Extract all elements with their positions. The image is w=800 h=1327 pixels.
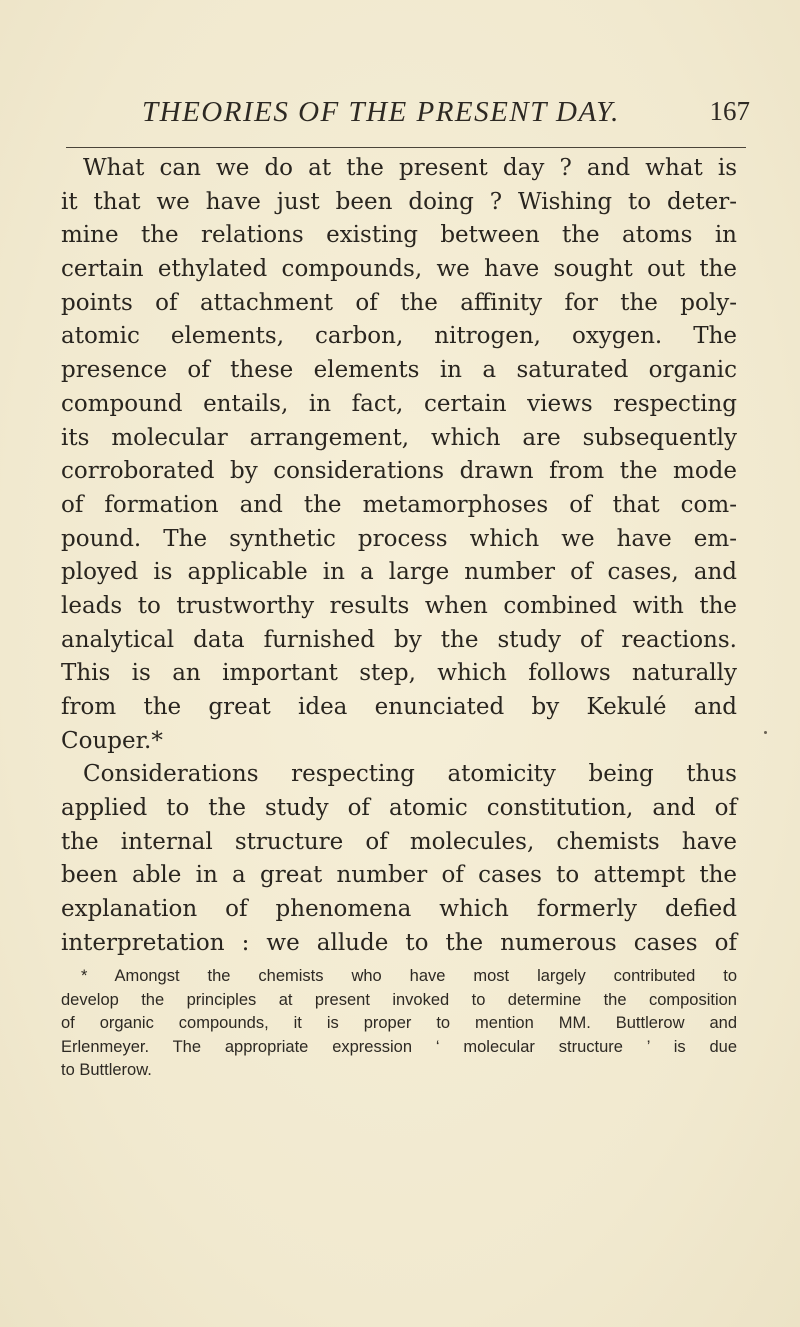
- paragraph-line: certain ethylated compounds, we have sought out the: [61, 256, 737, 283]
- ink-speck: [764, 731, 767, 734]
- paragraph-line: Couper.*: [61, 727, 163, 754]
- paragraph-line: compound entails, in fact, certain views respecting: [61, 390, 737, 417]
- paragraph-line: mine the relations existing between the atoms in: [61, 222, 737, 249]
- paragraph-line: This is an important step, which follows naturally: [61, 660, 737, 687]
- paragraph-line: it that we have just been doing ? Wishing to deter-: [61, 188, 737, 215]
- paragraph-line: from the great idea enunciated by Kekulé and: [61, 694, 737, 720]
- paragraph-line: Considerations respecting atomicity being thus: [83, 761, 737, 788]
- paragraph-line: ployed is applicable in a large number of cases, and: [61, 559, 737, 586]
- paragraph-line: presence of these elements in a saturated organic: [61, 357, 737, 384]
- paragraph-line: corroborated by considerations drawn from the mode: [61, 458, 737, 485]
- paragraph-line: of formation and the metamorphoses of that com-: [61, 491, 737, 518]
- paragraph-line: atomic elements, carbon, nitrogen, oxygen. The: [61, 323, 737, 350]
- paragraph-line: points of attachment of the affinity for the poly-: [61, 289, 737, 316]
- paragraph-line: its molecular arrangement, which are subsequently: [61, 424, 737, 451]
- paragraph-line: pound. The synthetic process which we have em-: [61, 525, 737, 552]
- paragraph-line: interpretation : we allude to the numerous cases of: [61, 929, 737, 956]
- header-rule: [66, 147, 746, 148]
- footnote-line: * Amongst the chemists who have most largely contributed to: [81, 967, 737, 985]
- footnote: [61, 965, 737, 1083]
- paragraph-line: been able in a great number of cases to attempt the: [61, 862, 737, 889]
- page-header: [56, 96, 750, 146]
- footnote-line: to Buttlerow.: [61, 1061, 152, 1080]
- paragraph-line: explanation of phenomena which formerly defied: [61, 896, 737, 923]
- paragraph-line: the internal structure of molecules, chemists have: [61, 828, 737, 855]
- footnote-line: develop the principles at present invoked to determine the composition: [61, 990, 737, 1009]
- running-title: THEORIES OF THE PRESENT DAY.: [142, 96, 620, 128]
- footnote-line: Erlenmeyer. The appropriate expression ‘ molecular structure ’ is due: [61, 1037, 737, 1056]
- body-text: [61, 152, 737, 961]
- paragraph-line: applied to the study of atomic constitution, and of: [61, 795, 737, 822]
- page-number: 167: [709, 96, 750, 126]
- paragraph-line: leads to trustworthy results when combined with the: [61, 592, 737, 619]
- paragraph-line: analytical data furnished by the study of reactions.: [61, 626, 737, 653]
- footnote-line: of organic compounds, it is proper to mention MM. Buttlerow and: [61, 1014, 737, 1033]
- paragraph-line: What can we do at the present day ? and what is: [83, 155, 737, 181]
